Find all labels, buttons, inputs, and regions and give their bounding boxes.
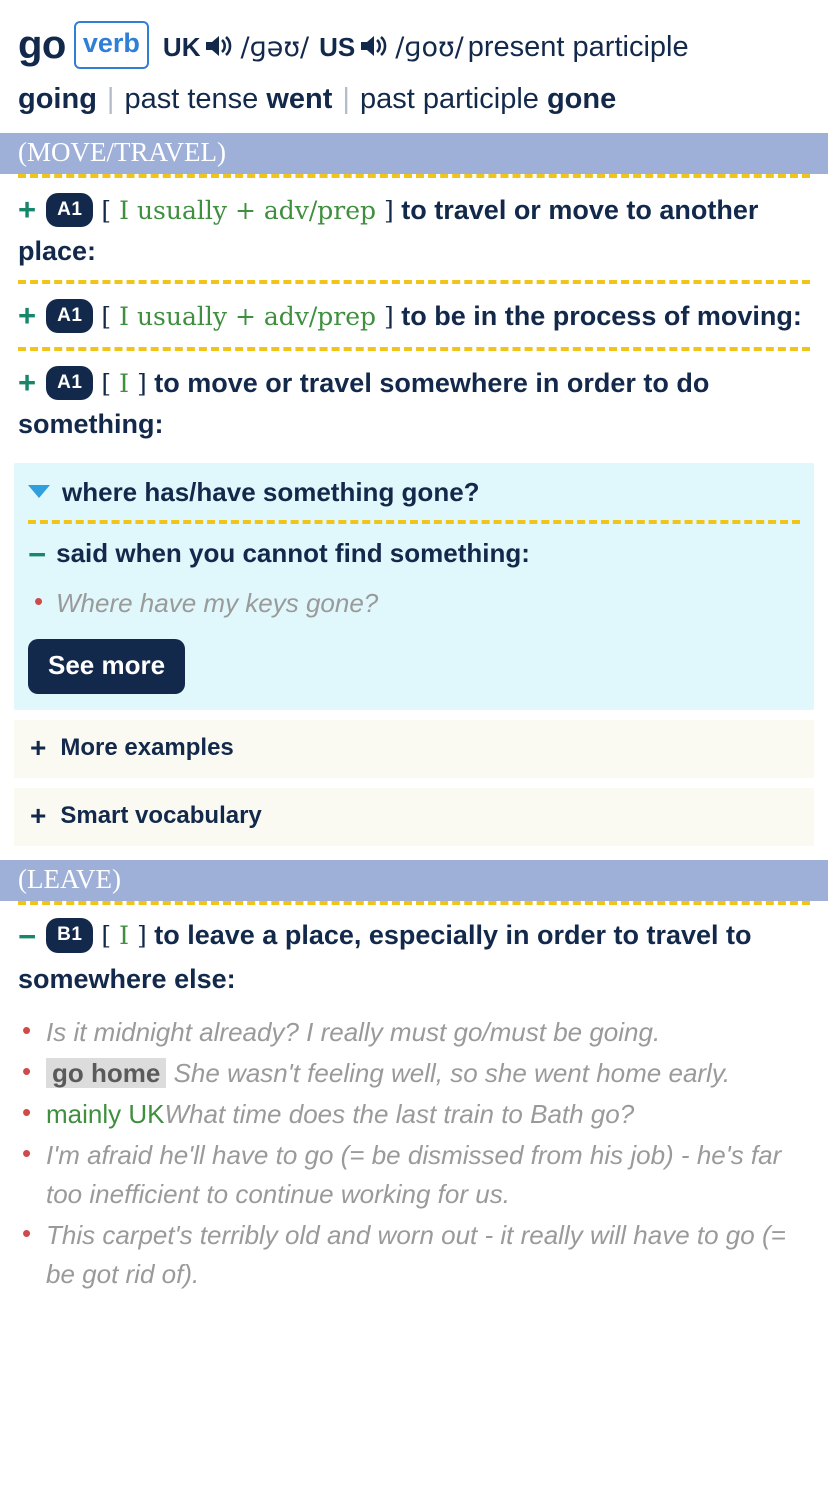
plus-icon: + — [30, 732, 47, 764]
phrase-box — [14, 463, 814, 711]
expand-icon[interactable]: + — [18, 297, 37, 333]
sense-definition: to be in the process of moving: — [401, 300, 802, 331]
example-phrase-tag: go home — [46, 1058, 166, 1088]
see-more-button[interactable]: See more — [28, 639, 185, 694]
sense-example-list — [0, 1013, 828, 1294]
grammar-code — [101, 369, 146, 398]
speaker-icon[interactable] — [204, 27, 234, 74]
bracket-close: ] — [136, 921, 147, 951]
list-item — [18, 1095, 810, 1134]
headword-line — [18, 14, 810, 123]
example-text: What time does the last train to Bath go? — [164, 1099, 635, 1130]
phrase-title-row[interactable] — [28, 473, 800, 512]
inflection-form-went: went — [266, 83, 333, 115]
bracket-close: ] — [384, 301, 394, 331]
more-examples-expander[interactable] — [14, 720, 814, 778]
guideword-move-travel: (MOVE/TRAVEL) — [0, 133, 828, 174]
entry-header — [0, 0, 828, 133]
list-item — [18, 1136, 810, 1214]
bracket-open: [ — [101, 301, 112, 331]
inflection-form-going: going — [18, 83, 97, 115]
spacer — [0, 846, 828, 860]
grammar-text: I usually + adv/prep — [119, 301, 377, 331]
sense-block[interactable] — [0, 284, 828, 347]
sense-block[interactable] — [0, 178, 828, 280]
bracket-close: ] — [136, 368, 147, 398]
cefr-level-badge: A1 — [46, 299, 93, 334]
sense-block[interactable] — [0, 905, 828, 1007]
phrase-title: where has/have something gone? — [62, 476, 480, 507]
grammar-code — [101, 921, 146, 950]
us-pronunciation: /ɡoʊ/ — [395, 32, 464, 63]
uk-pronunciation: /ɡəʊ/ — [240, 32, 310, 63]
cefr-level-badge: A1 — [46, 193, 93, 228]
grammar-text: I usually + adv/prep — [119, 195, 377, 225]
expand-icon[interactable]: + — [18, 191, 37, 227]
headword: go — [18, 23, 66, 67]
divider — [28, 520, 800, 524]
example-region-tag: mainly UK — [46, 1099, 165, 1130]
list-item — [18, 1216, 810, 1294]
sense-definition-line — [18, 361, 810, 445]
us-label: US — [319, 32, 356, 62]
cefr-level-badge: A1 — [46, 366, 93, 401]
bracket-close: ] — [384, 195, 394, 225]
expand-icon[interactable]: + — [18, 364, 37, 400]
phrase-definition-row — [28, 532, 800, 579]
inflection-label-past-participle: past participle — [359, 83, 539, 115]
sense-definition-line — [18, 915, 810, 999]
grammar-text: I — [119, 921, 130, 951]
bracket-open: [ — [101, 195, 112, 225]
cefr-level-badge: B1 — [46, 918, 93, 953]
example-text: Is it midnight already? I really must go/must be going. — [46, 1017, 661, 1048]
collapse-icon[interactable]: − — [18, 919, 37, 955]
phrase-example-list — [28, 584, 800, 623]
bracket-open: [ — [101, 368, 112, 398]
list-item — [18, 1054, 810, 1093]
list-item — [18, 1013, 810, 1052]
phrase-definition: said when you cannot find something: — [56, 537, 530, 568]
sense-block[interactable] — [0, 351, 828, 453]
smart-vocabulary-expander[interactable] — [14, 788, 814, 846]
grammar-text: I — [119, 368, 130, 398]
speaker-icon[interactable] — [359, 27, 389, 74]
uk-label: UK — [162, 32, 201, 62]
sense-definition-line — [18, 294, 810, 339]
chevron-down-icon[interactable] — [28, 485, 50, 498]
more-examples-label: More examples — [60, 734, 234, 762]
sense-definition: to move or travel somewhere in order to do something: — [18, 367, 710, 440]
inflection-separator: | — [342, 83, 350, 115]
grammar-code — [101, 196, 393, 225]
sense-definition-line — [18, 188, 810, 272]
grammar-code — [101, 302, 393, 331]
example-text: I'm afraid he'll have to go (= be dismissed from his job) - he's far too inefficient to continue working for us. — [46, 1140, 782, 1210]
inflection-label-present-participle: present participle — [467, 31, 689, 63]
collapse-icon[interactable]: − — [28, 536, 47, 572]
inflection-label-past-tense: past tense — [124, 83, 259, 115]
plus-icon: + — [30, 800, 47, 832]
example-text: She wasn't feeling well, so she went home early. — [173, 1058, 731, 1089]
list-item: • Where have my keys gone? — [28, 584, 800, 623]
sense-definition: to leave a place, especially in order to travel to somewhere else: — [18, 920, 752, 995]
inflection-separator: | — [106, 83, 115, 115]
bracket-open: [ — [101, 921, 112, 951]
smart-vocabulary-label: Smart vocabulary — [60, 802, 262, 830]
example-text: This carpet's terribly old and worn out - it really will have to go (= be got rid of). — [46, 1220, 786, 1290]
inflection-form-gone: gone — [546, 83, 617, 115]
part-of-speech-badge[interactable]: verb — [74, 21, 149, 69]
guideword-leave: (LEAVE) — [0, 860, 828, 901]
sense-definition: to travel or move to another place: — [18, 194, 759, 267]
